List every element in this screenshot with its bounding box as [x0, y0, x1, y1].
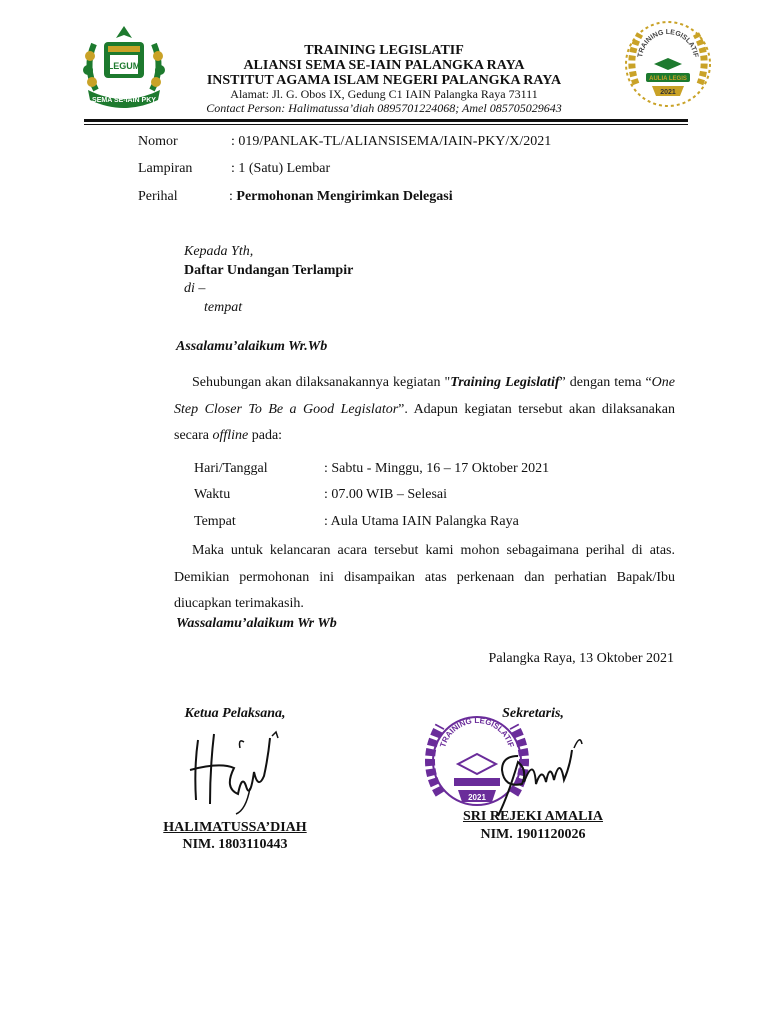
- lampiran-label: Lampiran: [138, 161, 193, 176]
- event-mode: offline: [212, 428, 249, 444]
- recipient-di: di –: [184, 281, 206, 296]
- event-name: Training Legislatif: [450, 375, 560, 390]
- stamp-arc-text: TRAINING LEGISLATIF: [438, 715, 516, 749]
- paragraph-intro: [174, 370, 675, 450]
- logo-arc-text: TRAINING LEGISLATIF: [637, 28, 699, 58]
- signer-left-role: Ketua Pelaksana,: [184, 706, 286, 721]
- recipient-greeting: Kepada Yth,: [184, 244, 254, 259]
- signer-right-name: SRI REJEKI AMALIA: [462, 809, 604, 824]
- header-organization: ALIANSI SEMA SE-IAIN PALANGKA RAYA: [243, 58, 525, 73]
- schedule-label-place: Tempat: [194, 514, 236, 529]
- schedule-label-date: Hari/Tanggal: [194, 461, 268, 476]
- para1-a: Sehubungan akan dilaksanakannya kegiatan ": [192, 375, 451, 390]
- logo-banner-text: SEMA SE-IAIN PKY: [92, 97, 156, 104]
- perihal-value: Permohonan Mengirimkan Delegasi: [236, 189, 453, 204]
- logo-text-top: LEGUM: [107, 61, 141, 71]
- nomor-value: : 019/PANLAK-TL/ALIANSISEMA/IAIN-PKY/X/2021: [231, 134, 552, 149]
- place-date: Palangka Raya, 13 Oktober 2021: [488, 651, 674, 666]
- para1-c: ”. Adapun kegiatan tersebut akan dilaksanakan secara: [174, 401, 676, 444]
- perihal-colon: :: [229, 189, 237, 204]
- schedule-value-time: : 07.00 WIB – Selesai: [324, 487, 448, 502]
- event-theme: One Step Closer To Be a Good Legislator: [174, 375, 675, 417]
- closing-salutation: Wassalamu’alaikum Wr Wb: [176, 616, 337, 631]
- schedule-label-time: Waktu: [194, 487, 231, 502]
- signer-left-nim: NIM. 1803110443: [182, 837, 288, 852]
- header-title: TRAINING LEGISLATIF: [304, 43, 464, 58]
- nomor-label: Nomor: [138, 134, 178, 149]
- header-institution: INSTITUT AGAMA ISLAM NEGERI PALANGKA RAYA: [206, 73, 562, 88]
- signer-left-name: HALIMATUSSA’DIAH: [163, 820, 307, 835]
- schedule-value-place: : Aula Utama IAIN Palangka Raya: [324, 514, 519, 529]
- svg-text:TRAINING LEGISLATIF: [637, 29, 699, 59]
- logo-year-text: 2021: [660, 89, 676, 96]
- logo-band-text: AULIA LEGIS: [649, 76, 687, 82]
- opening-salutation: Assalamu’alaikum Wr.Wb: [176, 339, 328, 354]
- paragraph-closing: Maka untuk kelancaran acara tersebut kami mohon sebagaimana perihal di atas. Demikian permohonan ini disampaikan atas perkenaan dan perhatian Bapak/Ibu diucapkan terimakasih.: [174, 543, 675, 612]
- schedule-value-date: : Sabtu - Minggu, 16 – 17 Oktober 2021: [324, 461, 550, 476]
- signature-left: [180, 728, 290, 818]
- perihal-label: Perihal: [138, 189, 178, 204]
- para1-b: ” dengan tema “: [559, 375, 652, 390]
- header-contact: Contact Person: Halimatussa’diah 0895701224068; Amel 085705029643: [206, 101, 562, 115]
- recipient-name: Daftar Undangan Terlampir: [184, 263, 354, 278]
- recipient-place: tempat: [204, 300, 243, 315]
- lampiran-value: : 1 (Satu) Lembar: [231, 161, 331, 176]
- signer-right-role: Sekretaris,: [502, 706, 564, 721]
- header-rule-thick: [84, 119, 688, 122]
- para1-d: pada:: [248, 428, 283, 444]
- signature-right: [488, 726, 588, 822]
- training-legislatif-logo: [622, 18, 714, 110]
- header-rule-thin: [84, 124, 688, 125]
- header-address: Alamat: Jl. G. Obos IX, Gedung C1 IAIN Palangka Raya 73111: [230, 87, 538, 101]
- perihal-value-line: [229, 189, 453, 205]
- stamp-year: 2021: [468, 793, 486, 802]
- signer-right-nim: NIM. 1901120026: [480, 827, 586, 842]
